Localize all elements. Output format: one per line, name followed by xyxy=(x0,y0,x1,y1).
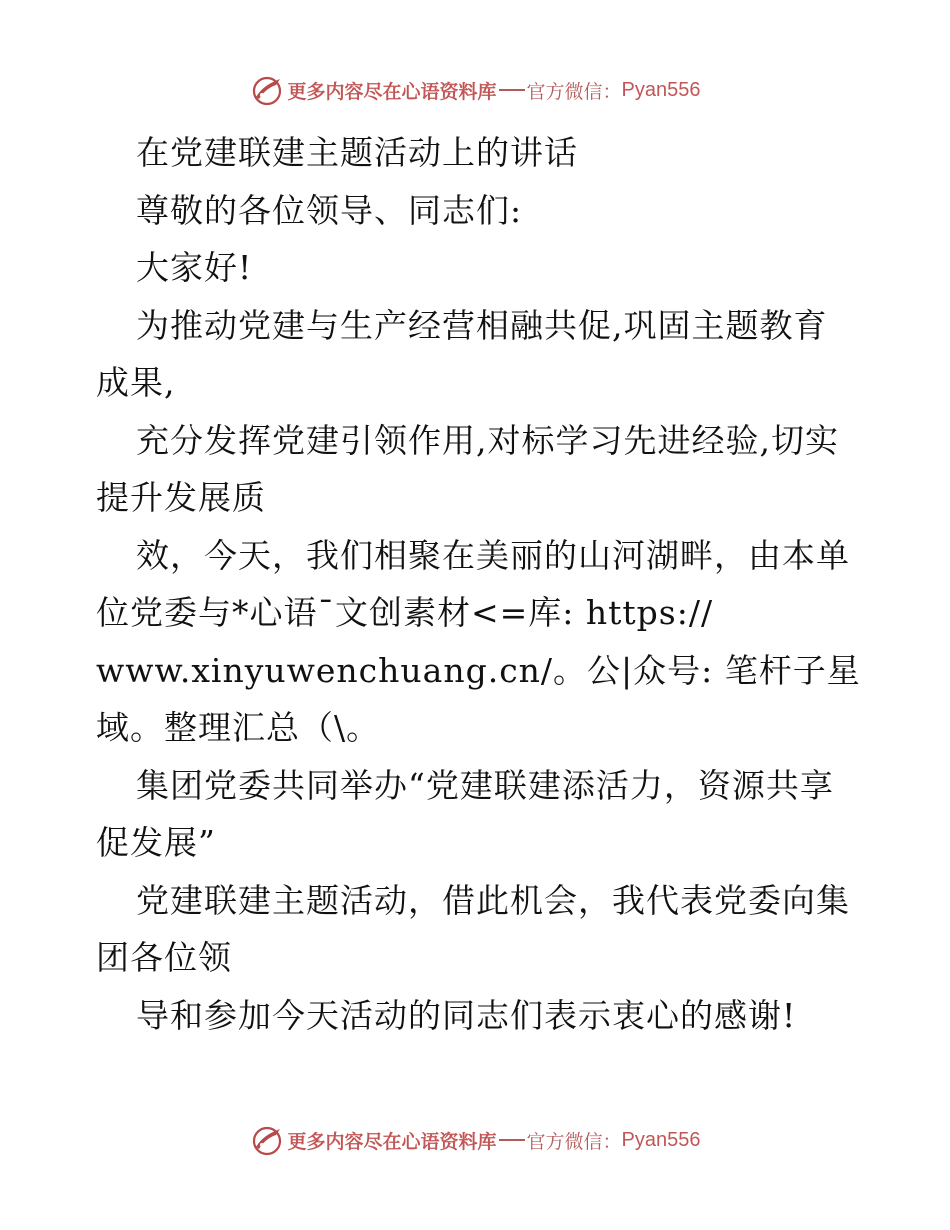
pen-nib-circle-icon xyxy=(250,73,284,107)
doc-greeting: 大家好! xyxy=(136,248,253,287)
doc-paragraph-line: 位党委与*心语¯文创素材<=库: https:// xyxy=(96,593,714,632)
doc-paragraph-line: 成果, xyxy=(96,363,176,402)
banner-wechat-id: Pyan556 xyxy=(621,1128,701,1151)
doc-salutation: 尊敬的各位领导、同志们: xyxy=(136,190,523,230)
banner-dash xyxy=(499,1139,525,1141)
banner-wechat-label: 官方微信： xyxy=(526,80,622,103)
doc-paragraph-line: 集团党委共同举办“党建联建添活力，资源共享 xyxy=(136,765,834,805)
doc-paragraph-line: 充分发挥党建引领作用,对标学习先进经验,切实 xyxy=(136,420,839,460)
banner-wechat-id: Pyan556 xyxy=(621,78,701,101)
banner-slogan: 更多内容尽在心语资料库 xyxy=(287,1130,497,1153)
doc-paragraph-line: 域。整理汇总（\。 xyxy=(96,708,381,747)
doc-paragraph-line: 导和参加今天活动的同志们表示衷心的感谢! xyxy=(136,995,797,1035)
doc-paragraph-line: 团各位领 xyxy=(96,938,232,977)
doc-paragraph-line: 为推动党建与生产经营相融共促,巩固主题教育 xyxy=(136,305,828,345)
doc-title: 在党建联建主题活动上的讲话 xyxy=(136,133,578,172)
footer-watermark-banner xyxy=(0,1120,950,1160)
header-watermark-banner xyxy=(0,70,950,110)
doc-paragraph-line: 效，今天，我们相聚在美丽的山河湖畔，由本单 xyxy=(136,535,850,575)
banner-wechat-label: 官方微信： xyxy=(526,1130,622,1153)
document-body xyxy=(96,124,861,1044)
pen-nib-circle-icon xyxy=(250,1123,284,1157)
banner-slogan: 更多内容尽在心语资料库 xyxy=(287,80,497,103)
banner-dash xyxy=(499,89,525,91)
doc-paragraph-line: www.xinyuwenchuang.cn/。公|众号: 笔杆子星 xyxy=(96,650,861,690)
doc-paragraph-line: 党建联建主题活动，借此机会，我代表党委向集 xyxy=(136,880,850,920)
doc-paragraph-line: 促发展” xyxy=(96,823,216,862)
doc-paragraph-line: 提升发展质 xyxy=(96,478,266,517)
